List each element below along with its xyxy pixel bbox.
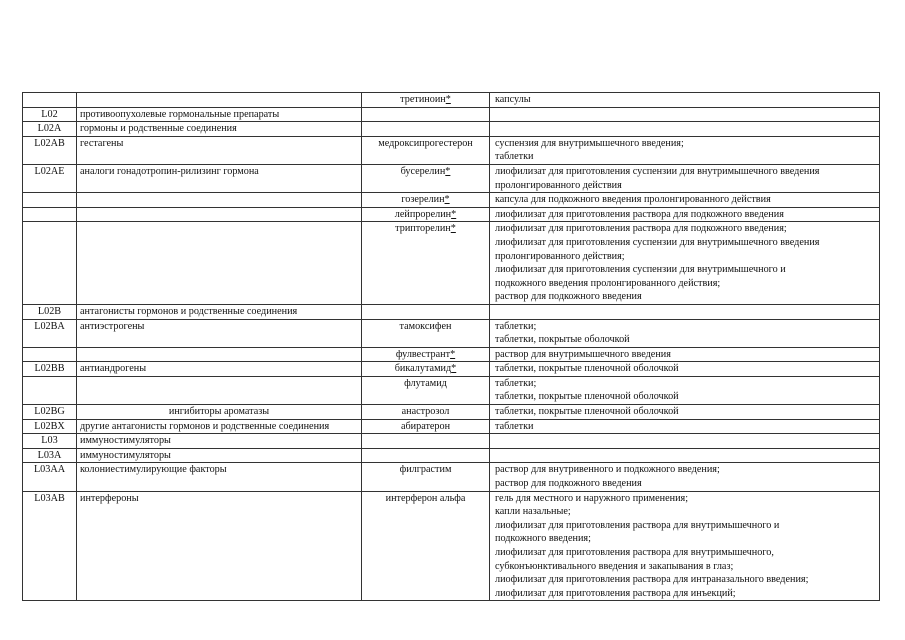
dosage-form-cell <box>490 222 880 305</box>
dosage-form-line: раствор для подкожного введения <box>495 291 642 303</box>
atc-code-cell: L02BX <box>23 419 77 434</box>
dosage-form-cell <box>490 362 880 377</box>
dosage-form-cell <box>490 405 880 420</box>
dosage-form-line: капли назальные; <box>495 506 571 518</box>
anatomical-group-cell <box>77 93 362 108</box>
dosage-form-cell <box>490 136 880 164</box>
drug-name-cell <box>362 362 490 377</box>
table-row <box>23 319 880 347</box>
drug-name-cell <box>362 491 490 601</box>
dosage-form-line: лиофилизат для приготовления раствора для интраназального введения; <box>495 574 809 586</box>
footnote-asterisk-link[interactable]: * <box>450 348 456 360</box>
anatomical-group-cell: гестагены <box>77 136 362 164</box>
atc-code-cell: L02AB <box>23 136 77 164</box>
dosage-form-cell <box>490 193 880 208</box>
footnote-asterisk-link[interactable]: * <box>445 94 451 105</box>
atc-code-cell <box>23 207 77 222</box>
anatomical-group-cell: аналоги гонадотропин-рилизинг гормона <box>77 164 362 192</box>
atc-code-cell: L02B <box>23 304 77 319</box>
table-row <box>23 405 880 420</box>
drug-name: анастрозол <box>401 406 450 418</box>
footnote-asterisk-link[interactable]: * <box>445 165 451 177</box>
table-row <box>23 193 880 208</box>
drug-name-cell <box>362 193 490 208</box>
drug-name-cell <box>362 347 490 362</box>
anatomical-group-cell <box>77 193 362 208</box>
drug-name-cell <box>362 136 490 164</box>
footnote-asterisk-link[interactable]: * <box>451 363 457 375</box>
anatomical-group-cell: другие антагонисты гормонов и родственные соединения <box>77 419 362 434</box>
dosage-form-line: лиофилизат для приготовления раствора для внутримышечного и <box>495 519 780 531</box>
dosage-form-cell <box>490 347 880 362</box>
atc-code-cell: L02BG <box>23 405 77 420</box>
anatomical-group-cell: ингибиторы ароматазы <box>77 405 362 420</box>
dosage-form-line: субконъюнктивального введения и закапывания в глаз; <box>495 560 734 572</box>
table-row <box>23 93 880 108</box>
table-row <box>23 362 880 377</box>
anatomical-group-cell: антиэстрогены <box>77 319 362 347</box>
dosage-form-cell <box>490 463 880 491</box>
dosage-form-line: гель для местного и наружного применения; <box>495 492 689 504</box>
dosage-form-cell <box>490 419 880 434</box>
dosage-form-line: суспензия для внутримышечного введения; <box>495 137 684 149</box>
drug-name-cell <box>362 93 490 108</box>
table-row <box>23 122 880 137</box>
table-row <box>23 463 880 491</box>
atc-code-cell: L02 <box>23 107 77 122</box>
drug-name-cell <box>362 405 490 420</box>
atc-code-cell <box>23 222 77 305</box>
atc-code-cell: L03 <box>23 434 77 449</box>
atc-code-cell: L02A <box>23 122 77 137</box>
drug-name-cell <box>362 434 490 449</box>
dosage-form-cell <box>490 319 880 347</box>
atc-code-cell <box>23 347 77 362</box>
drug-name: филграстим <box>399 464 452 476</box>
drug-name: гозерелин <box>401 194 445 206</box>
drug-name: фулвестрант <box>395 348 451 360</box>
dosage-form-line: таблетки <box>495 151 534 163</box>
dosage-form-cell <box>490 107 880 122</box>
dosage-form-line: таблетки, покрытые оболочкой <box>495 334 630 346</box>
anatomical-group-cell: гормоны и родственные соединения <box>77 122 362 137</box>
table-row <box>23 347 880 362</box>
drug-name: медроксипрогестерон <box>378 137 473 149</box>
table-row <box>23 448 880 463</box>
anatomical-group-cell: иммуностимуляторы <box>77 434 362 449</box>
dosage-form-line: капсулы <box>495 94 531 105</box>
dosage-form-line: лиофилизат для приготовления раствора для подкожного введения; <box>495 223 787 235</box>
table-row <box>23 107 880 122</box>
anatomical-group-cell <box>77 207 362 222</box>
atc-code-cell: L03AB <box>23 491 77 601</box>
dosage-form-line: таблетки; <box>495 320 537 332</box>
dosage-form-line: пролонгированного действия; <box>495 250 625 262</box>
footnote-asterisk-link[interactable]: * <box>444 194 450 206</box>
table-row <box>23 136 880 164</box>
drug-name-cell <box>362 107 490 122</box>
atc-code-cell <box>23 193 77 208</box>
dosage-form-line: пролонгированного действия <box>495 179 622 191</box>
drug-name: третиноин <box>400 94 446 105</box>
drug-name: бикалутамид <box>394 363 452 375</box>
drug-name-cell <box>362 419 490 434</box>
dosage-form-line: подкожного введения; <box>495 533 591 545</box>
drug-name: тамоксифен <box>399 320 452 332</box>
drug-name-cell <box>362 463 490 491</box>
drug-name-cell <box>362 222 490 305</box>
table-row <box>23 419 880 434</box>
anatomical-group-cell <box>77 376 362 404</box>
atc-code-cell <box>23 93 77 108</box>
dosage-form-line: таблетки <box>495 420 534 432</box>
dosage-form-line: лиофилизат для приготовления раствора для внутримышечного, <box>495 547 774 558</box>
table-body <box>23 93 880 601</box>
dosage-form-cell <box>490 376 880 404</box>
anatomical-group-cell: антиандрогены <box>77 362 362 377</box>
table-row <box>23 491 880 601</box>
drug-name-cell <box>362 448 490 463</box>
anatomical-group-cell: колониестимулирующие факторы <box>77 463 362 491</box>
anatomical-group-cell <box>77 347 362 362</box>
anatomical-group-cell: противоопухолевые гормональные препараты <box>77 107 362 122</box>
dosage-form-line: таблетки, покрытые пленочной оболочкой <box>495 391 679 403</box>
dosage-form-cell <box>490 164 880 192</box>
atc-code-cell: L02AE <box>23 164 77 192</box>
atc-code-cell: L03AA <box>23 463 77 491</box>
atc-code-cell <box>23 376 77 404</box>
drug-name-cell <box>362 122 490 137</box>
dosage-form-cell <box>490 448 880 463</box>
drug-name-cell <box>362 376 490 404</box>
dosage-form-line: таблетки, покрытые пленочной оболочкой <box>495 406 679 418</box>
dosage-form-cell <box>490 93 880 108</box>
footnote-asterisk-link[interactable]: * <box>450 223 456 235</box>
table-row <box>23 304 880 319</box>
dosage-form-cell <box>490 122 880 137</box>
drug-classification-table <box>22 92 880 601</box>
drug-name: трипторелин <box>395 223 451 235</box>
drug-name: флутамид <box>404 377 447 389</box>
table-row <box>23 207 880 222</box>
dosage-form-line: лиофилизат для приготовления суспензии для внутримышечного введения <box>495 165 820 177</box>
dosage-form-line: таблетки; <box>495 377 537 389</box>
table-row <box>23 164 880 192</box>
table-row <box>23 222 880 305</box>
dosage-form-cell <box>490 207 880 222</box>
dosage-form-line: раствор для внутримышечного введения <box>495 348 671 360</box>
dosage-form-line: лиофилизат для приготовления раствора для инъекций; <box>495 587 736 599</box>
table-row <box>23 376 880 404</box>
anatomical-group-cell <box>77 222 362 305</box>
drug-name: абиратерон <box>400 420 451 432</box>
dosage-form-line: лиофилизат для приготовления суспензии для внутримышечного введения <box>495 236 820 248</box>
dosage-form-cell <box>490 491 880 601</box>
anatomical-group-cell: интерфероны <box>77 491 362 601</box>
dosage-form-cell <box>490 434 880 449</box>
dosage-form-line: лиофилизат для приготовления суспензии для внутримышечного и <box>495 264 786 276</box>
anatomical-group-cell: антагонисты гормонов и родственные соединения <box>77 304 362 319</box>
drug-name-cell <box>362 319 490 347</box>
dosage-form-line: капсула для подкожного введения пролонгированного действия <box>495 194 771 206</box>
dosage-form-line: раствор для подкожного введения <box>495 478 642 490</box>
dosage-form-line: раствор для внутривенного и подкожного введения; <box>495 464 720 476</box>
table-row <box>23 434 880 449</box>
dosage-form-cell <box>490 304 880 319</box>
footnote-asterisk-link[interactable]: * <box>451 208 457 220</box>
dosage-form-line: таблетки, покрытые пленочной оболочкой <box>495 363 679 375</box>
atc-code-cell: L03A <box>23 448 77 463</box>
dosage-form-line: подкожного введения пролонгированного действия; <box>495 277 721 289</box>
dosage-form-line: лиофилизат для приготовления раствора для подкожного введения <box>495 208 784 220</box>
anatomical-group-cell: иммуностимуляторы <box>77 448 362 463</box>
drug-name: лейпрорелин <box>394 208 452 220</box>
drug-name: бусерелин <box>400 165 446 177</box>
drug-name-cell <box>362 207 490 222</box>
atc-code-cell: L02BB <box>23 362 77 377</box>
drug-name: интерферон альфа <box>385 492 466 504</box>
drug-name-cell <box>362 304 490 319</box>
atc-code-cell: L02BA <box>23 319 77 347</box>
drug-name-cell <box>362 164 490 192</box>
